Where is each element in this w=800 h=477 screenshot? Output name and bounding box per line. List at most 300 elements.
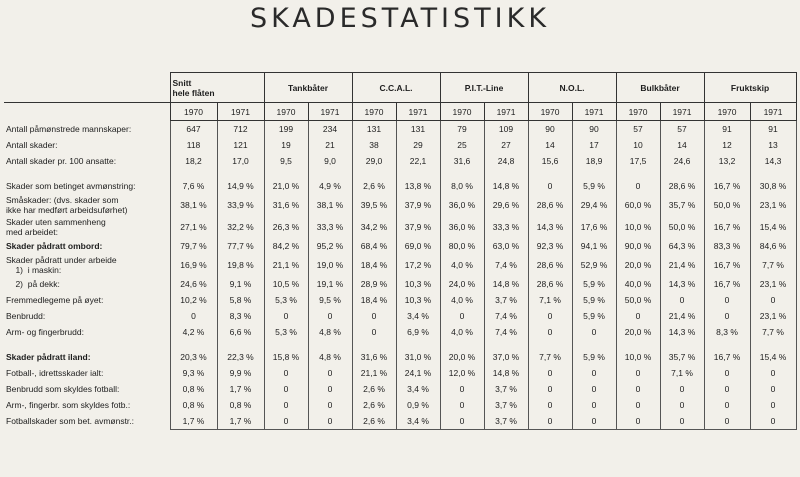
year-header: 1971 <box>308 103 352 121</box>
value-cell: 9,9 % <box>217 365 264 381</box>
value-cell: 17,6 % <box>572 216 616 238</box>
value-cell: 8,0 % <box>440 178 484 194</box>
value-cell: 14,8 % <box>484 365 528 381</box>
value-cell: 19 <box>264 137 308 153</box>
value-cell: 22,1 <box>396 153 440 169</box>
value-cell: 50,0 % <box>660 216 704 238</box>
row-label: Fotball-, idrettsskader ialt: <box>6 368 104 378</box>
value-cell: 37,9 % <box>396 216 440 238</box>
value-cell: 3,7 % <box>484 397 528 413</box>
row-label: Skader pådratt ombord: <box>6 241 103 251</box>
value-cell: 0 <box>308 381 352 397</box>
value-cell: 60,0 % <box>616 194 660 216</box>
value-cell: 5,9 % <box>572 292 616 308</box>
value-cell: 0 <box>440 413 484 430</box>
group-header: Tankbåter <box>264 73 352 103</box>
group-header-row <box>4 73 796 103</box>
value-cell: 3,7 % <box>484 413 528 430</box>
value-cell: 33,9 % <box>217 194 264 216</box>
value-cell: 234 <box>308 121 352 138</box>
value-cell: 19,8 % <box>217 254 264 276</box>
value-cell: 2,6 % <box>352 397 396 413</box>
row-label: Fotballskader som bet. avmønstr.: <box>6 416 135 427</box>
value-cell: 0 <box>308 308 352 324</box>
value-cell: 21 <box>308 137 352 153</box>
value-cell: 20,0 % <box>616 324 660 340</box>
value-cell: 3,4 % <box>396 381 440 397</box>
spacer-cell <box>750 340 796 349</box>
spacer-row <box>4 169 796 178</box>
value-cell: 18,2 <box>170 153 217 169</box>
value-cell: 7,4 % <box>484 254 528 276</box>
table-row <box>4 276 796 292</box>
group-header: Snitt hele flåten <box>170 73 264 103</box>
value-cell: 10,3 % <box>396 292 440 308</box>
value-cell: 17,5 <box>616 153 660 169</box>
value-cell: 79,7 % <box>170 238 217 254</box>
row-label: Antall skader pr. 100 ansatte: <box>6 156 117 166</box>
value-cell: 28,9 % <box>352 276 396 292</box>
value-cell: 0,8 % <box>170 397 217 413</box>
value-cell: 8,3 % <box>217 308 264 324</box>
spacer-cell <box>308 169 352 178</box>
value-cell: 0 <box>660 292 704 308</box>
spacer-cell <box>528 340 572 349</box>
value-cell: 38 <box>352 137 396 153</box>
table-row <box>4 349 796 365</box>
value-cell: 14,3 <box>750 153 796 169</box>
value-cell: 36,0 % <box>440 216 484 238</box>
row-label: Benbrudd: <box>6 311 46 321</box>
table-row <box>4 365 796 381</box>
spacer-cell <box>484 169 528 178</box>
value-cell: 16,9 % <box>170 254 217 276</box>
value-cell: 5,9 % <box>572 308 616 324</box>
value-cell: 91 <box>704 121 750 138</box>
value-cell: 0 <box>572 381 616 397</box>
year-header: 1971 <box>396 103 440 121</box>
value-cell: 0,8 % <box>217 397 264 413</box>
value-cell: 0 <box>704 365 750 381</box>
value-cell: 0 <box>704 292 750 308</box>
value-cell: 21,4 % <box>660 254 704 276</box>
value-cell: 37,0 % <box>484 349 528 365</box>
value-cell: 9,5 % <box>308 292 352 308</box>
value-cell: 0 <box>572 324 616 340</box>
year-header: 1970 <box>264 103 308 121</box>
spacer-cell <box>660 169 704 178</box>
value-cell: 50,0 % <box>704 194 750 216</box>
value-cell: 0 <box>440 308 484 324</box>
value-cell: 80,0 % <box>440 238 484 254</box>
value-cell: 10 <box>616 137 660 153</box>
value-cell: 6,6 % <box>217 324 264 340</box>
value-cell: 9,5 <box>264 153 308 169</box>
value-cell: 21,1 % <box>264 254 308 276</box>
row-label: Arm-, fingerbr. som skyldes fotb.: <box>6 400 131 410</box>
value-cell: 2,6 % <box>352 381 396 397</box>
value-cell: 13,8 % <box>396 178 440 194</box>
value-cell: 14,8 % <box>484 276 528 292</box>
value-cell: 14 <box>528 137 572 153</box>
value-cell: 79 <box>440 121 484 138</box>
value-cell: 15,8 % <box>264 349 308 365</box>
value-cell: 0 <box>616 178 660 194</box>
spacer-cell <box>4 169 170 178</box>
row-label: Småskader: (dvs. skader som ikke har medført arbeidsuførhet) <box>6 195 128 215</box>
value-cell: 57 <box>616 121 660 138</box>
value-cell: 57 <box>660 121 704 138</box>
value-cell: 0 <box>572 397 616 413</box>
spacer-cell <box>4 340 170 349</box>
value-cell: 12,0 % <box>440 365 484 381</box>
value-cell: 23,1 % <box>750 308 796 324</box>
value-cell: 2,6 % <box>352 413 396 430</box>
value-cell: 68,4 % <box>352 238 396 254</box>
value-cell: 95,2 % <box>308 238 352 254</box>
value-cell: 27,1 % <box>170 216 217 238</box>
value-cell: 4,0 % <box>440 292 484 308</box>
value-cell: 18,9 <box>572 153 616 169</box>
value-cell: 7,7 % <box>750 254 796 276</box>
spacer-cell <box>704 340 750 349</box>
value-cell: 0 <box>572 365 616 381</box>
value-cell: 0 <box>440 381 484 397</box>
value-cell: 0 <box>352 324 396 340</box>
value-cell: 10,5 % <box>264 276 308 292</box>
value-cell: 10,2 % <box>170 292 217 308</box>
value-cell: 5,9 % <box>572 276 616 292</box>
value-cell: 4,8 % <box>308 324 352 340</box>
spacer-cell <box>572 340 616 349</box>
value-cell: 14,9 % <box>217 178 264 194</box>
spacer-cell <box>170 340 217 349</box>
spacer-cell <box>352 340 396 349</box>
value-cell: 0 <box>750 413 796 430</box>
value-cell: 0 <box>750 397 796 413</box>
value-cell: 34,2 % <box>352 216 396 238</box>
value-cell: 84,6 % <box>750 238 796 254</box>
row-label: Antall påmønstrede mannskaper: <box>6 123 132 134</box>
value-cell: 0 <box>528 324 572 340</box>
value-cell: 29 <box>396 137 440 153</box>
value-cell: 14,3 % <box>660 276 704 292</box>
value-cell: 0 <box>616 413 660 430</box>
value-cell: 0 <box>264 381 308 397</box>
year-header: 1970 <box>616 103 660 121</box>
value-cell: 35,7 % <box>660 194 704 216</box>
value-cell: 24,6 % <box>170 276 217 292</box>
value-cell: 0 <box>704 381 750 397</box>
value-cell: 18,4 % <box>352 292 396 308</box>
value-cell: 0 <box>750 365 796 381</box>
value-cell: 0 <box>308 365 352 381</box>
value-cell: 2,6 % <box>352 178 396 194</box>
value-cell: 33,3 % <box>484 216 528 238</box>
value-cell: 90 <box>572 121 616 138</box>
value-cell: 36,0 % <box>440 194 484 216</box>
value-cell: 0 <box>528 413 572 430</box>
value-cell: 24,1 % <box>396 365 440 381</box>
value-cell: 26,3 % <box>264 216 308 238</box>
spacer-row <box>4 340 796 349</box>
spacer-cell <box>308 340 352 349</box>
value-cell: 0 <box>352 308 396 324</box>
value-cell: 0 <box>528 308 572 324</box>
value-cell: 5,3 % <box>264 324 308 340</box>
value-cell: 3,7 % <box>484 381 528 397</box>
value-cell: 69,0 % <box>396 238 440 254</box>
spacer-cell <box>217 340 264 349</box>
value-cell: 0 <box>616 365 660 381</box>
value-cell: 0 <box>170 308 217 324</box>
group-header: C.C.A.L. <box>352 73 440 103</box>
value-cell: 7,1 % <box>528 292 572 308</box>
value-cell: 28,6 % <box>528 276 572 292</box>
value-cell: 0 <box>616 397 660 413</box>
value-cell: 24,0 % <box>440 276 484 292</box>
injury-statistics-table <box>4 72 797 430</box>
row-label: Skader uten sammenheng med arbeidet: <box>6 217 106 237</box>
spacer-cell <box>217 169 264 178</box>
year-header: 1970 <box>170 103 217 121</box>
spacer-cell <box>352 169 396 178</box>
value-cell: 4,2 % <box>170 324 217 340</box>
value-cell: 38,1 % <box>308 194 352 216</box>
table-row <box>4 238 796 254</box>
value-cell: 9,1 % <box>217 276 264 292</box>
year-header: 1971 <box>572 103 616 121</box>
spacer-cell <box>484 340 528 349</box>
year-header: 1971 <box>217 103 264 121</box>
row-label: Skader pådratt iland: <box>6 352 91 362</box>
value-cell: 4,9 % <box>308 178 352 194</box>
value-cell: 7,4 % <box>484 308 528 324</box>
value-cell: 0 <box>264 365 308 381</box>
value-cell: 21,0 % <box>264 178 308 194</box>
value-cell: 77,7 % <box>217 238 264 254</box>
spacer-cell <box>264 169 308 178</box>
value-cell: 199 <box>264 121 308 138</box>
value-cell: 4,0 % <box>440 254 484 276</box>
header-corner <box>4 73 170 103</box>
value-cell: 19,0 % <box>308 254 352 276</box>
value-cell: 64,3 % <box>660 238 704 254</box>
row-label: Fremmedlegeme på øyet: <box>6 295 104 305</box>
value-cell: 0 <box>704 413 750 430</box>
spacer-cell <box>616 340 660 349</box>
value-cell: 0 <box>572 413 616 430</box>
value-cell: 94,1 % <box>572 238 616 254</box>
table-row <box>4 324 796 340</box>
value-cell: 30,8 % <box>750 178 796 194</box>
value-cell: 5,9 % <box>572 178 616 194</box>
value-cell: 7,1 % <box>660 365 704 381</box>
value-cell: 91 <box>750 121 796 138</box>
value-cell: 0 <box>750 292 796 308</box>
value-cell: 1,7 % <box>217 413 264 430</box>
value-cell: 14,3 % <box>660 324 704 340</box>
value-cell: 4,0 % <box>440 324 484 340</box>
value-cell: 25 <box>440 137 484 153</box>
value-cell: 0,9 % <box>396 397 440 413</box>
value-cell: 0 <box>440 397 484 413</box>
value-cell: 35,7 % <box>660 349 704 365</box>
value-cell: 5,8 % <box>217 292 264 308</box>
table-row <box>4 254 796 276</box>
value-cell: 0 <box>704 397 750 413</box>
value-cell: 20,0 % <box>616 254 660 276</box>
value-cell: 14,3 % <box>528 216 572 238</box>
value-cell: 121 <box>217 137 264 153</box>
value-cell: 32,2 % <box>217 216 264 238</box>
value-cell: 90 <box>528 121 572 138</box>
value-cell: 92,3 % <box>528 238 572 254</box>
spacer-cell <box>264 340 308 349</box>
value-cell: 31,6 <box>440 153 484 169</box>
value-cell: 3,7 % <box>484 292 528 308</box>
value-cell: 1,7 % <box>217 381 264 397</box>
value-cell: 17 <box>572 137 616 153</box>
value-cell: 24,8 <box>484 153 528 169</box>
value-cell: 712 <box>217 121 264 138</box>
value-cell: 28,6 % <box>660 178 704 194</box>
table-row <box>4 137 796 153</box>
value-cell: 109 <box>484 121 528 138</box>
value-cell: 0 <box>660 381 704 397</box>
year-header: 1970 <box>528 103 572 121</box>
value-cell: 0 <box>660 397 704 413</box>
spacer-cell <box>528 169 572 178</box>
value-cell: 10,0 % <box>616 349 660 365</box>
year-header: 1971 <box>484 103 528 121</box>
value-cell: 31,6 % <box>264 194 308 216</box>
value-cell: 3,4 % <box>396 308 440 324</box>
value-cell: 15,6 <box>528 153 572 169</box>
header-corner-year <box>4 103 170 121</box>
table-row <box>4 381 796 397</box>
value-cell: 0 <box>528 397 572 413</box>
table-row <box>4 194 796 216</box>
year-header: 1970 <box>704 103 750 121</box>
value-cell: 16,7 % <box>704 178 750 194</box>
value-cell: 29,0 <box>352 153 396 169</box>
value-cell: 83,3 % <box>704 238 750 254</box>
value-cell: 16,7 % <box>704 276 750 292</box>
row-label: Skader pådratt under arbeide 1) i maskin: <box>6 255 117 275</box>
value-cell: 118 <box>170 137 217 153</box>
value-cell: 16,7 % <box>704 349 750 365</box>
value-cell: 29,6 % <box>484 194 528 216</box>
value-cell: 22,3 % <box>217 349 264 365</box>
row-label: 2) på dekk: <box>6 279 60 289</box>
value-cell: 20,3 % <box>170 349 217 365</box>
value-cell: 9,3 % <box>170 365 217 381</box>
value-cell: 39,5 % <box>352 194 396 216</box>
value-cell: 23,1 % <box>750 276 796 292</box>
row-label: Benbrudd som skyldes fotball: <box>6 384 120 394</box>
spacer-cell <box>170 169 217 178</box>
value-cell: 40,0 % <box>616 276 660 292</box>
value-cell: 33,3 % <box>308 216 352 238</box>
value-cell: 13 <box>750 137 796 153</box>
value-cell: 20,0 % <box>440 349 484 365</box>
spacer-cell <box>396 169 440 178</box>
value-cell: 0 <box>528 365 572 381</box>
value-cell: 0 <box>750 381 796 397</box>
value-cell: 6,9 % <box>396 324 440 340</box>
value-cell: 5,3 % <box>264 292 308 308</box>
table-row <box>4 397 796 413</box>
value-cell: 0 <box>264 397 308 413</box>
value-cell: 21,1 % <box>352 365 396 381</box>
table-row <box>4 153 796 169</box>
value-cell: 0 <box>704 308 750 324</box>
value-cell: 0 <box>264 413 308 430</box>
value-cell: 14,8 % <box>484 178 528 194</box>
value-cell: 15,4 % <box>750 349 796 365</box>
value-cell: 52,9 % <box>572 254 616 276</box>
value-cell: 8,3 % <box>704 324 750 340</box>
value-cell: 0 <box>308 413 352 430</box>
value-cell: 50,0 % <box>616 292 660 308</box>
value-cell: 23,1 % <box>750 194 796 216</box>
group-header: Bulkbåter <box>616 73 704 103</box>
value-cell: 0 <box>528 178 572 194</box>
value-cell: 10,3 % <box>396 276 440 292</box>
value-cell: 10,0 % <box>616 216 660 238</box>
value-cell: 647 <box>170 121 217 138</box>
year-header-row <box>4 103 796 121</box>
table-body <box>4 121 796 430</box>
table-row <box>4 413 796 430</box>
row-label: Skader som betinget avmønstring: <box>6 181 136 191</box>
value-cell: 31,0 % <box>396 349 440 365</box>
value-cell: 21,4 % <box>660 308 704 324</box>
value-cell: 90,0 % <box>616 238 660 254</box>
group-header: P.I.T.-Line <box>440 73 528 103</box>
value-cell: 37,9 % <box>396 194 440 216</box>
value-cell: 18,4 % <box>352 254 396 276</box>
value-cell: 13,2 <box>704 153 750 169</box>
table-row <box>4 292 796 308</box>
value-cell: 0 <box>308 397 352 413</box>
value-cell: 1,7 % <box>170 413 217 430</box>
group-header: N.O.L. <box>528 73 616 103</box>
group-header: Fruktskip <box>704 73 796 103</box>
value-cell: 17,2 % <box>396 254 440 276</box>
value-cell: 0 <box>660 413 704 430</box>
value-cell: 29,4 % <box>572 194 616 216</box>
value-cell: 7,7 % <box>750 324 796 340</box>
value-cell: 131 <box>352 121 396 138</box>
spacer-cell <box>572 169 616 178</box>
year-header: 1971 <box>660 103 704 121</box>
value-cell: 14 <box>660 137 704 153</box>
value-cell: 63,0 % <box>484 238 528 254</box>
spacer-cell <box>440 340 484 349</box>
value-cell: 4,8 % <box>308 349 352 365</box>
table-row <box>4 216 796 238</box>
value-cell: 12 <box>704 137 750 153</box>
value-cell: 0,8 % <box>170 381 217 397</box>
value-cell: 84,2 % <box>264 238 308 254</box>
year-header: 1970 <box>352 103 396 121</box>
value-cell: 19,1 % <box>308 276 352 292</box>
spacer-cell <box>750 169 796 178</box>
year-header: 1970 <box>440 103 484 121</box>
spacer-cell <box>704 169 750 178</box>
